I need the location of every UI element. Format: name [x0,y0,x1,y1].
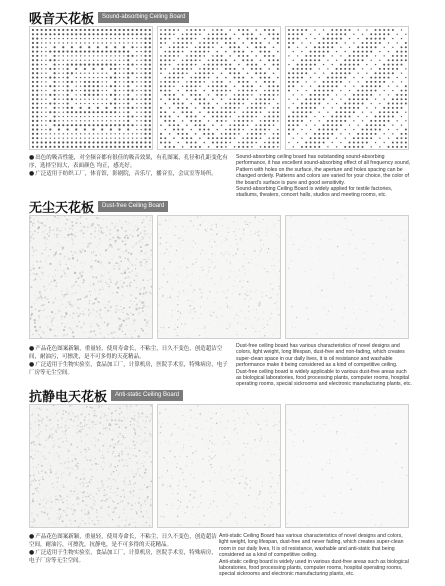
section-description-zh: ●出色的吸音性能，对全频音都有很佳的吸音效果，有孔图案，孔径和孔距变化有序，选择空间大，表面颜色 均正，感光好。 ●广泛适用于纺织工厂，体育馆，影剧院，音乐厅，播音室，会议室等场所。 [29,154,228,177]
description-zh-line: 产品花色图案新颖，重量轻，使用寿命长，不粘尘，日久不变色，创造超洁空间，耐油污，可擦洗，是不可多得的天花精品。 [29,346,223,360]
section-description-en [236,343,413,388]
description-en-line: Anti-static Ceiling Board has various characteristics of novel designs and colors, light weight, long lifespan, dust-free and never fading, which creates super-clean room in our daily lives, It is oil resistance, washable and anti-static that being considered as a kind of competitive ceiling. [219,533,404,559]
section-description-en [236,154,413,199]
description-zh-line: 产品花色图案新颖，重量轻，使用寿命长，不粘尘，日久不变色，创造超洁空间，耐油污，可擦洗，抗静电，是不可多得的天花精品。 [29,534,217,548]
description-zh-line: 广泛适用于生物实验室，食品加工厂，计算机房，医院手术室，特殊病房，电子厂房等无尘空间。 [29,362,228,376]
ceiling-tile-plain [285,404,409,528]
section-title-en-badge: Dust-free Ceiling Board [98,201,168,212]
section-title-anti-static [29,387,183,403]
description-en-line: Sound-absorbing Ceiling Board is widely applied for textile factories, stadiums, theaters, concert halls, studios and meeting rooms, etc. [236,186,393,199]
description-en-line: Dust-free ceiling board is widely applicable to various dust-free areas such as biological laboratories, food processing plants, computer rooms, hospital operating rooms, special sickrooms and electronic manufacturing plants, etc. [236,368,412,388]
ceiling-tile-perforated-diamond [157,26,281,150]
description-zh-line: 出色的吸音性能，对全频音都有很佳的吸音效果，有孔图案，孔径和孔距变化有序，选择空间大，表面颜色 均正，感光好。 [29,155,228,169]
description-zh-line: 广泛适用于生物实验室，食品加工厂，计算机房，医院手术室，特殊病房，电子厂房等无尘空间。 [29,550,217,564]
section-title-sound-absorbing [29,9,189,25]
ceiling-tile-fine-texture [157,215,281,339]
section-description-zh: ●产品花色图案新颖，重量轻，使用寿命长，不粘尘，日久不变色，创造超洁空间，耐油污，可擦洗，抗静电，是不可多得的天花精品。 ●广泛适用于生物实验室，食品加工厂，计算机房，医院手术室，特殊病房，电子厂房等无尘空间。 [29,533,217,564]
section-title-en-badge: Anti-static Ceiling Board [111,390,183,401]
ceiling-tile-textured [29,215,153,339]
ceiling-tile-speckled [29,404,153,528]
description-en-line: Anti-static ceiling board is widely used in various dust-free areas such as biological laboratories, food processing plants, computer rooms, hospital operating rooms, special sickrooms and electronic manufacturing plants, etc. [219,558,409,578]
section-title-zh: 抗静电天花板 [29,389,108,405]
ceiling-tile-light-texture [157,404,281,528]
description-en-line: Dust-free ceiling board has various characteristics of novel designs and colors, light weight, long lifespan, dust-free and non-fading, which creates super-clean space in our daily lives, it is oil resistance and washable performance make it being considered as a kind of competitive ceiling. [236,343,405,369]
section-title-zh: 无尘天花板 [29,200,95,216]
section-title-zh: 吸音天花板 [29,11,95,27]
ceiling-tile-perforated-frame [29,26,153,150]
ceiling-tile-perforated-stripes [285,26,409,150]
section-title-dust-free [29,198,168,214]
section-description-zh: ●产品花色图案新颖，重量轻，使用寿命长，不粘尘，日久不变色，创造超洁空间，耐油污，可擦洗，是不可多得的天花精品。 ●广泛适用于生物实验室，食品加工厂，计算机房，医院手术室，特殊病房，电子厂房等无尘空间。 [29,345,228,376]
description-en-line: Sound-absorbing ceiling board has outstanding sound-absorbing performance, it has excellent sound-absorbing effect of all frequency sound, Pattern with holes on the surface, the aperture and holes spacing can be changed orderly. Patterns and colors are varied for your choice, the color of the board's surface is pure and good sensitivity. [236,154,411,186]
section-title-en-badge: Sound-absorbing Ceiling Board [98,12,189,23]
description-zh-line: 广泛适用于纺织工厂，体育馆，影剧院，音乐厅，播音室，会议室等场所。 [35,171,217,177]
ceiling-tile-smooth [285,215,409,339]
section-description-en [219,533,413,578]
